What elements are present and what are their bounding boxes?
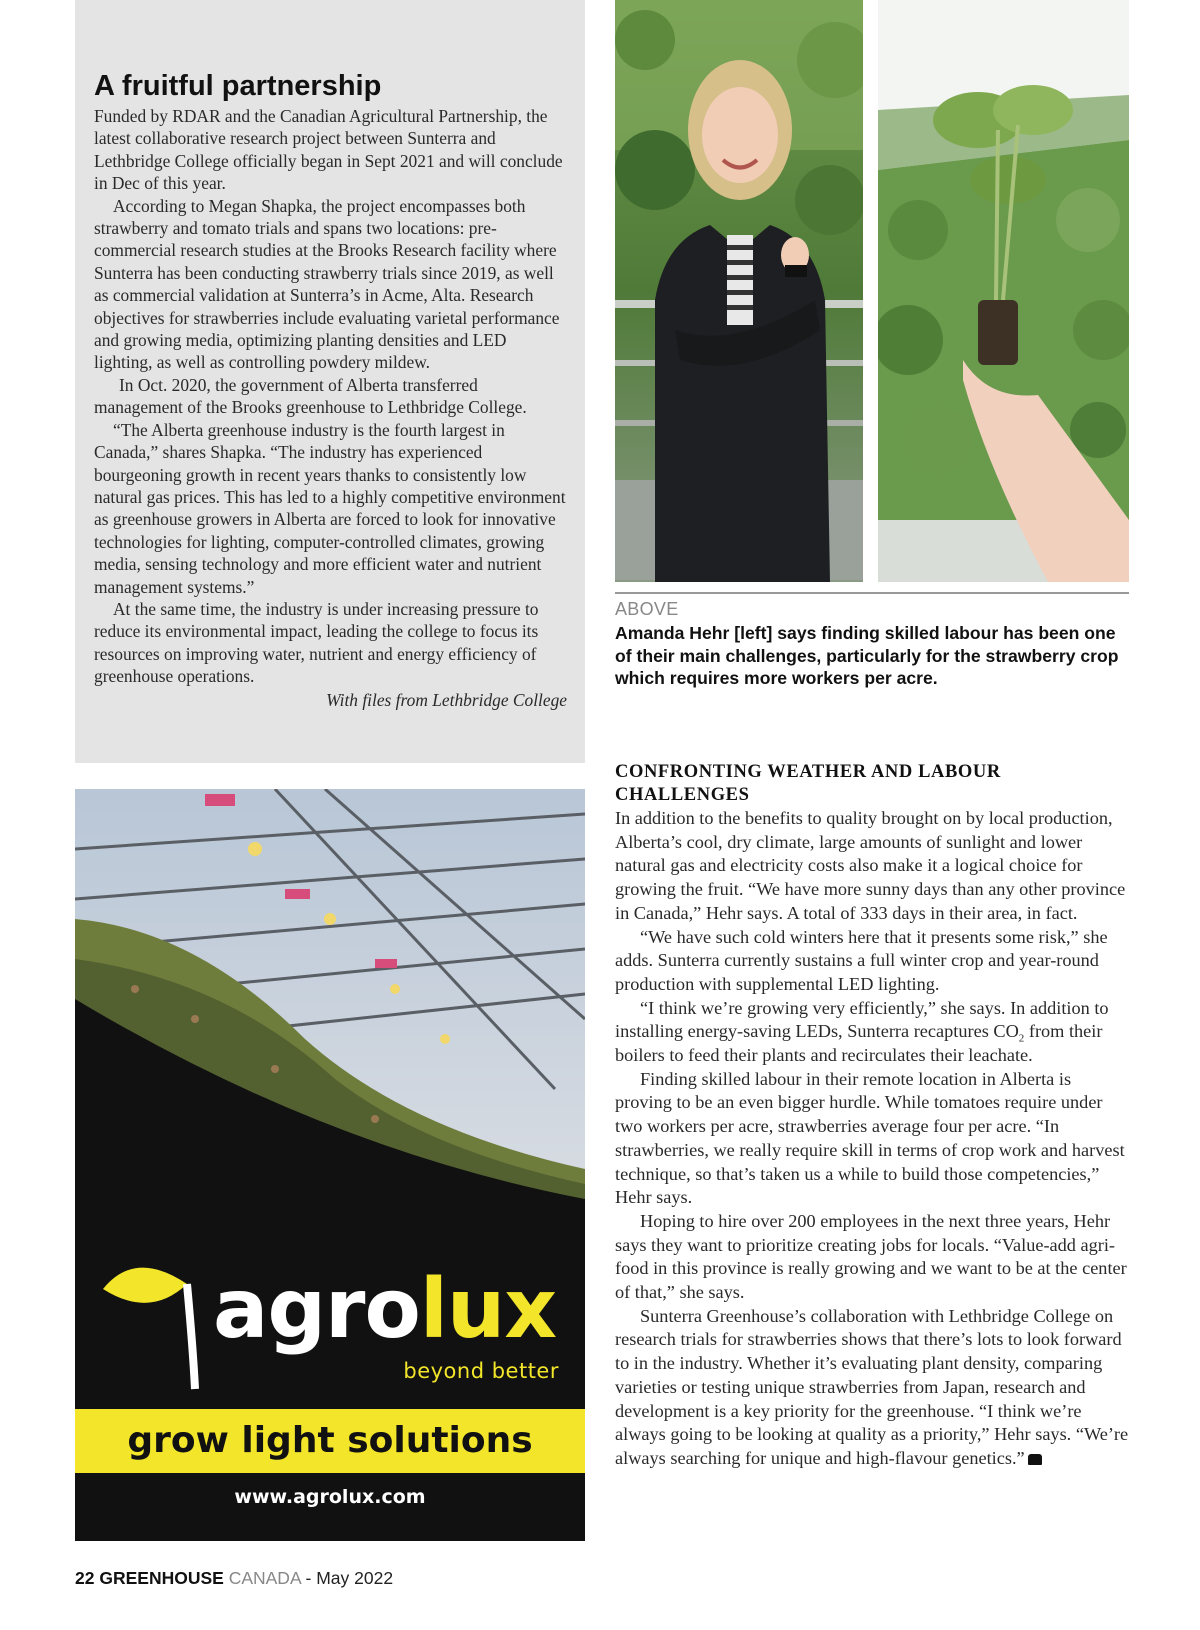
article-paragraph: Finding skilled labour in their remote location in Alberta is proving to be an even bigger hurdle. While tomatoes require under two workers per acre, strawberries average four per acre. “In strawberries, we really require skill in terms of crop work and harvest technique, so that’s taken us a while to build those competencies,” Hehr says. (615, 1068, 1125, 1208)
ad-url: www.agrolux.com (234, 1486, 426, 1508)
photo-caption: Amanda Hehr [left] says finding skilled labour has been one of their main challenges, particularly for the strawberry crop which requires more workers per acre. (615, 623, 1119, 689)
article-paragraph (615, 1305, 1131, 1471)
sidebar-title: A fruitful partnership (94, 70, 382, 102)
ad-band: grow light solutions (75, 1409, 585, 1473)
article-column (615, 761, 1131, 1471)
sidebar-paragraph: “The Alberta greenhouse industry is the fourth largest in Canada,” shares Shapka. “The industry has experienced bourgeoning growth in recent years thanks to consistently low natural gas prices. This has led to a highly competitive environment as greenhouse growers in Alberta are forced to look for innovative technologies for lighting, computer-controlled climates, growing media, sensing technology and more efficient water and nutrient management systems.” (94, 419, 566, 597)
article-text: Sunterra Greenhouse’s collaboration with Lethbridge College on research trials for strawberries shows that there’s lots to look forward to in the industry. Whether it’s evaluating plant density, comparing varieties or testing unique strawberries from Japan, research and development is a key priority for the greenhouse. “I think we’re always going to be looking at quality as a priority,” Hehr says. “We’re always searching for unique and high-flavour genetics.” (615, 1305, 1129, 1468)
article-paragraph: In addition to the benefits to quality brought on by local production, Alberta’s cool, dry climate, large amounts of sunlight and lower natural gas and electricity costs also make it a logical choice for growing the fruit. “We have more sunny days than any other province in Canada,” Hehr says. A total of 333 days in their area, in fact. (615, 808, 1126, 923)
page-number: 22 (75, 1568, 95, 1588)
sidebar-credit: With files from Lethbridge College (326, 689, 567, 710)
caption-label: ABOVE (615, 599, 679, 619)
ad-tagline: beyond better (403, 1359, 559, 1383)
brand-part-agro: agro (213, 1262, 420, 1357)
photo-strawberry-plant (878, 0, 1129, 582)
sidebar-paragraph: In Oct. 2020, the government of Alberta transferred management of the Brooks greenhouse to Lethbridge College. (94, 374, 527, 418)
agrolux-logo (213, 1262, 557, 1357)
photo-amanda-hehr (615, 0, 863, 582)
subscript-2: 2 (1018, 1032, 1025, 1045)
article-text: “I think we’re growing very efficiently,” she says. In addition to installing energy-saving LEDs, Sunterra recaptures CO (615, 997, 1109, 1042)
page-footer (75, 1568, 393, 1589)
magazine-name-light: CANADA (228, 1568, 301, 1588)
article-paragraph (615, 997, 1131, 1068)
magazine-name-bold: GREENHOUSE (99, 1568, 224, 1588)
article-paragraph: “We have such cold winters here that it presents some risk,” she adds. Sunterra currently sustains a full winter crop and year-round production with supplemental LED lighting. (615, 926, 1108, 994)
sidebar-paragraph: Funded by RDAR and the Canadian Agricultural Partnership, the latest collaborative research project between Sunterra and Lethbridge College officially began in Sept 2021 and will conclude in Dec of this year. (94, 106, 563, 194)
article-paragraph: Hoping to hire over 200 employees in the next three years, Hehr says they want to prioritize creating jobs for locals. “Value-add agri-food in this province is really growing and we want to be at the center of that,” she says. (615, 1210, 1127, 1303)
sidebar-paragraph: According to Megan Shapka, the project encompasses both strawberry and tomato trials and spans two locations: pre-commercial research studies at the Brooks Research facility where Sunterra has been conducting strawberry trials since 2019, as well as commercial validation at Sunterra’s in Acme, Alta. Research objectives for strawberries include evaluating varietal performance and growing media, optimizing planting densities and LED lighting, as well as controlling powdery mildew. (94, 195, 560, 373)
caption-divider (615, 592, 1129, 594)
article-text: from their boilers to feed their plants and recirculates their leachate. (615, 1021, 1103, 1066)
agrolux-advertisement (75, 789, 585, 1541)
sidebar-paragraph: At the same time, the industry is under increasing pressure to reduce its environmental impact, leading the college to focus its resources on improving water, nutrient and energy efficiency of greenhouse operations. (94, 598, 539, 687)
brand-part-lux: lux (419, 1262, 557, 1357)
sidebar-box (75, 0, 585, 763)
issue-date: - May 2022 (305, 1568, 394, 1588)
end-mark-icon (1028, 1454, 1042, 1465)
article-heading: CONFRONTING WEATHER AND LABOUR CHALLENGES (615, 762, 1001, 805)
